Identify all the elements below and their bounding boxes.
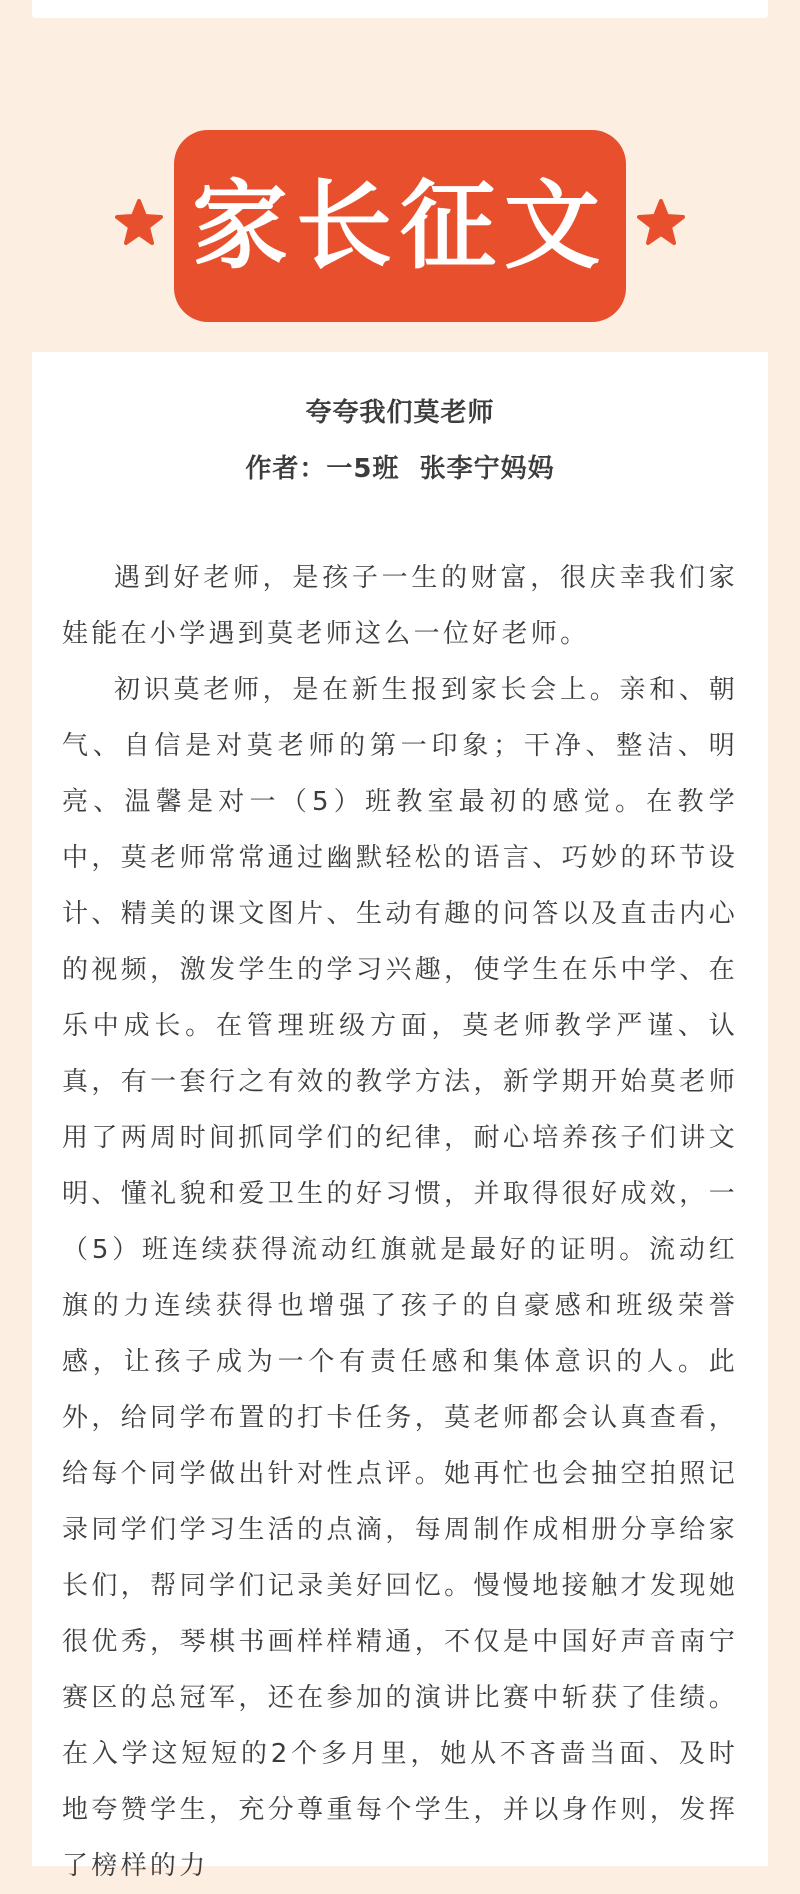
article-title: 夸夸我们莫老师 — [305, 398, 495, 428]
article-paragraph: 初识莫老师，是在新生报到家长会上。亲和、朝气、自信是对莫老师的第一印象；干净、整洁、明亮、温馨是对一（5）班教室最初的感觉。在教学中，莫老师常常通过幽默轻松的语言、巧妙的环节设计、精美的课文图片、生动有趣的问答以及直击内心的视频，激发学生的学习兴趣，使学生在乐中学、在乐中成长。在管理班级方面，莫老师教学严谨、认真，有一套行之有效的教学方法，新学期开始莫老师用了两周时间抓同学们的纪律，耐心培养孩子们讲文明、懂礼貌和爱卫生的好习惯，并取得很好成效，一（5）班连续获得流动红旗就是最好的证明。流动红旗的力连续获得也增强了孩子的自豪感和班级荣誉感，让孩子成为一个有责任感和集体意识的人。此外，给同学布置的打卡任务，莫老师都会认真查看，给每个同学做出针对性点评。她再忙也会抽空拍照记录同学们学习生活的点滴，每周制作成相册分享给家长们，帮同学们记录美好回忆。慢慢地接触才发现她很优秀，琴棋书画样样精通，不仅是中国好声音南宁赛区的总冠军，还在参加的演讲比赛中斩获了佳绩。在入学这短短的2个多月里，她从不吝啬当面、及时地夸赞学生，充分尊重每个学生，并以身作则，发挥了榜样的力 — [62, 675, 738, 1881]
section-header — [0, 130, 800, 322]
article-paragraph: 遇到好老师，是孩子一生的财富，很庆幸我们家娃能在小学遇到莫老师这么一位好老师。 — [62, 563, 738, 649]
article-author: 作者：一5班 张李宁妈妈 — [245, 454, 555, 484]
section-title-badge — [174, 130, 626, 322]
article-card — [32, 352, 768, 1881]
section-title: 家长征文 — [192, 170, 608, 282]
article-body — [62, 550, 738, 1894]
previous-section-card — [32, 0, 768, 18]
star-icon — [636, 198, 686, 248]
star-icon — [114, 198, 164, 248]
